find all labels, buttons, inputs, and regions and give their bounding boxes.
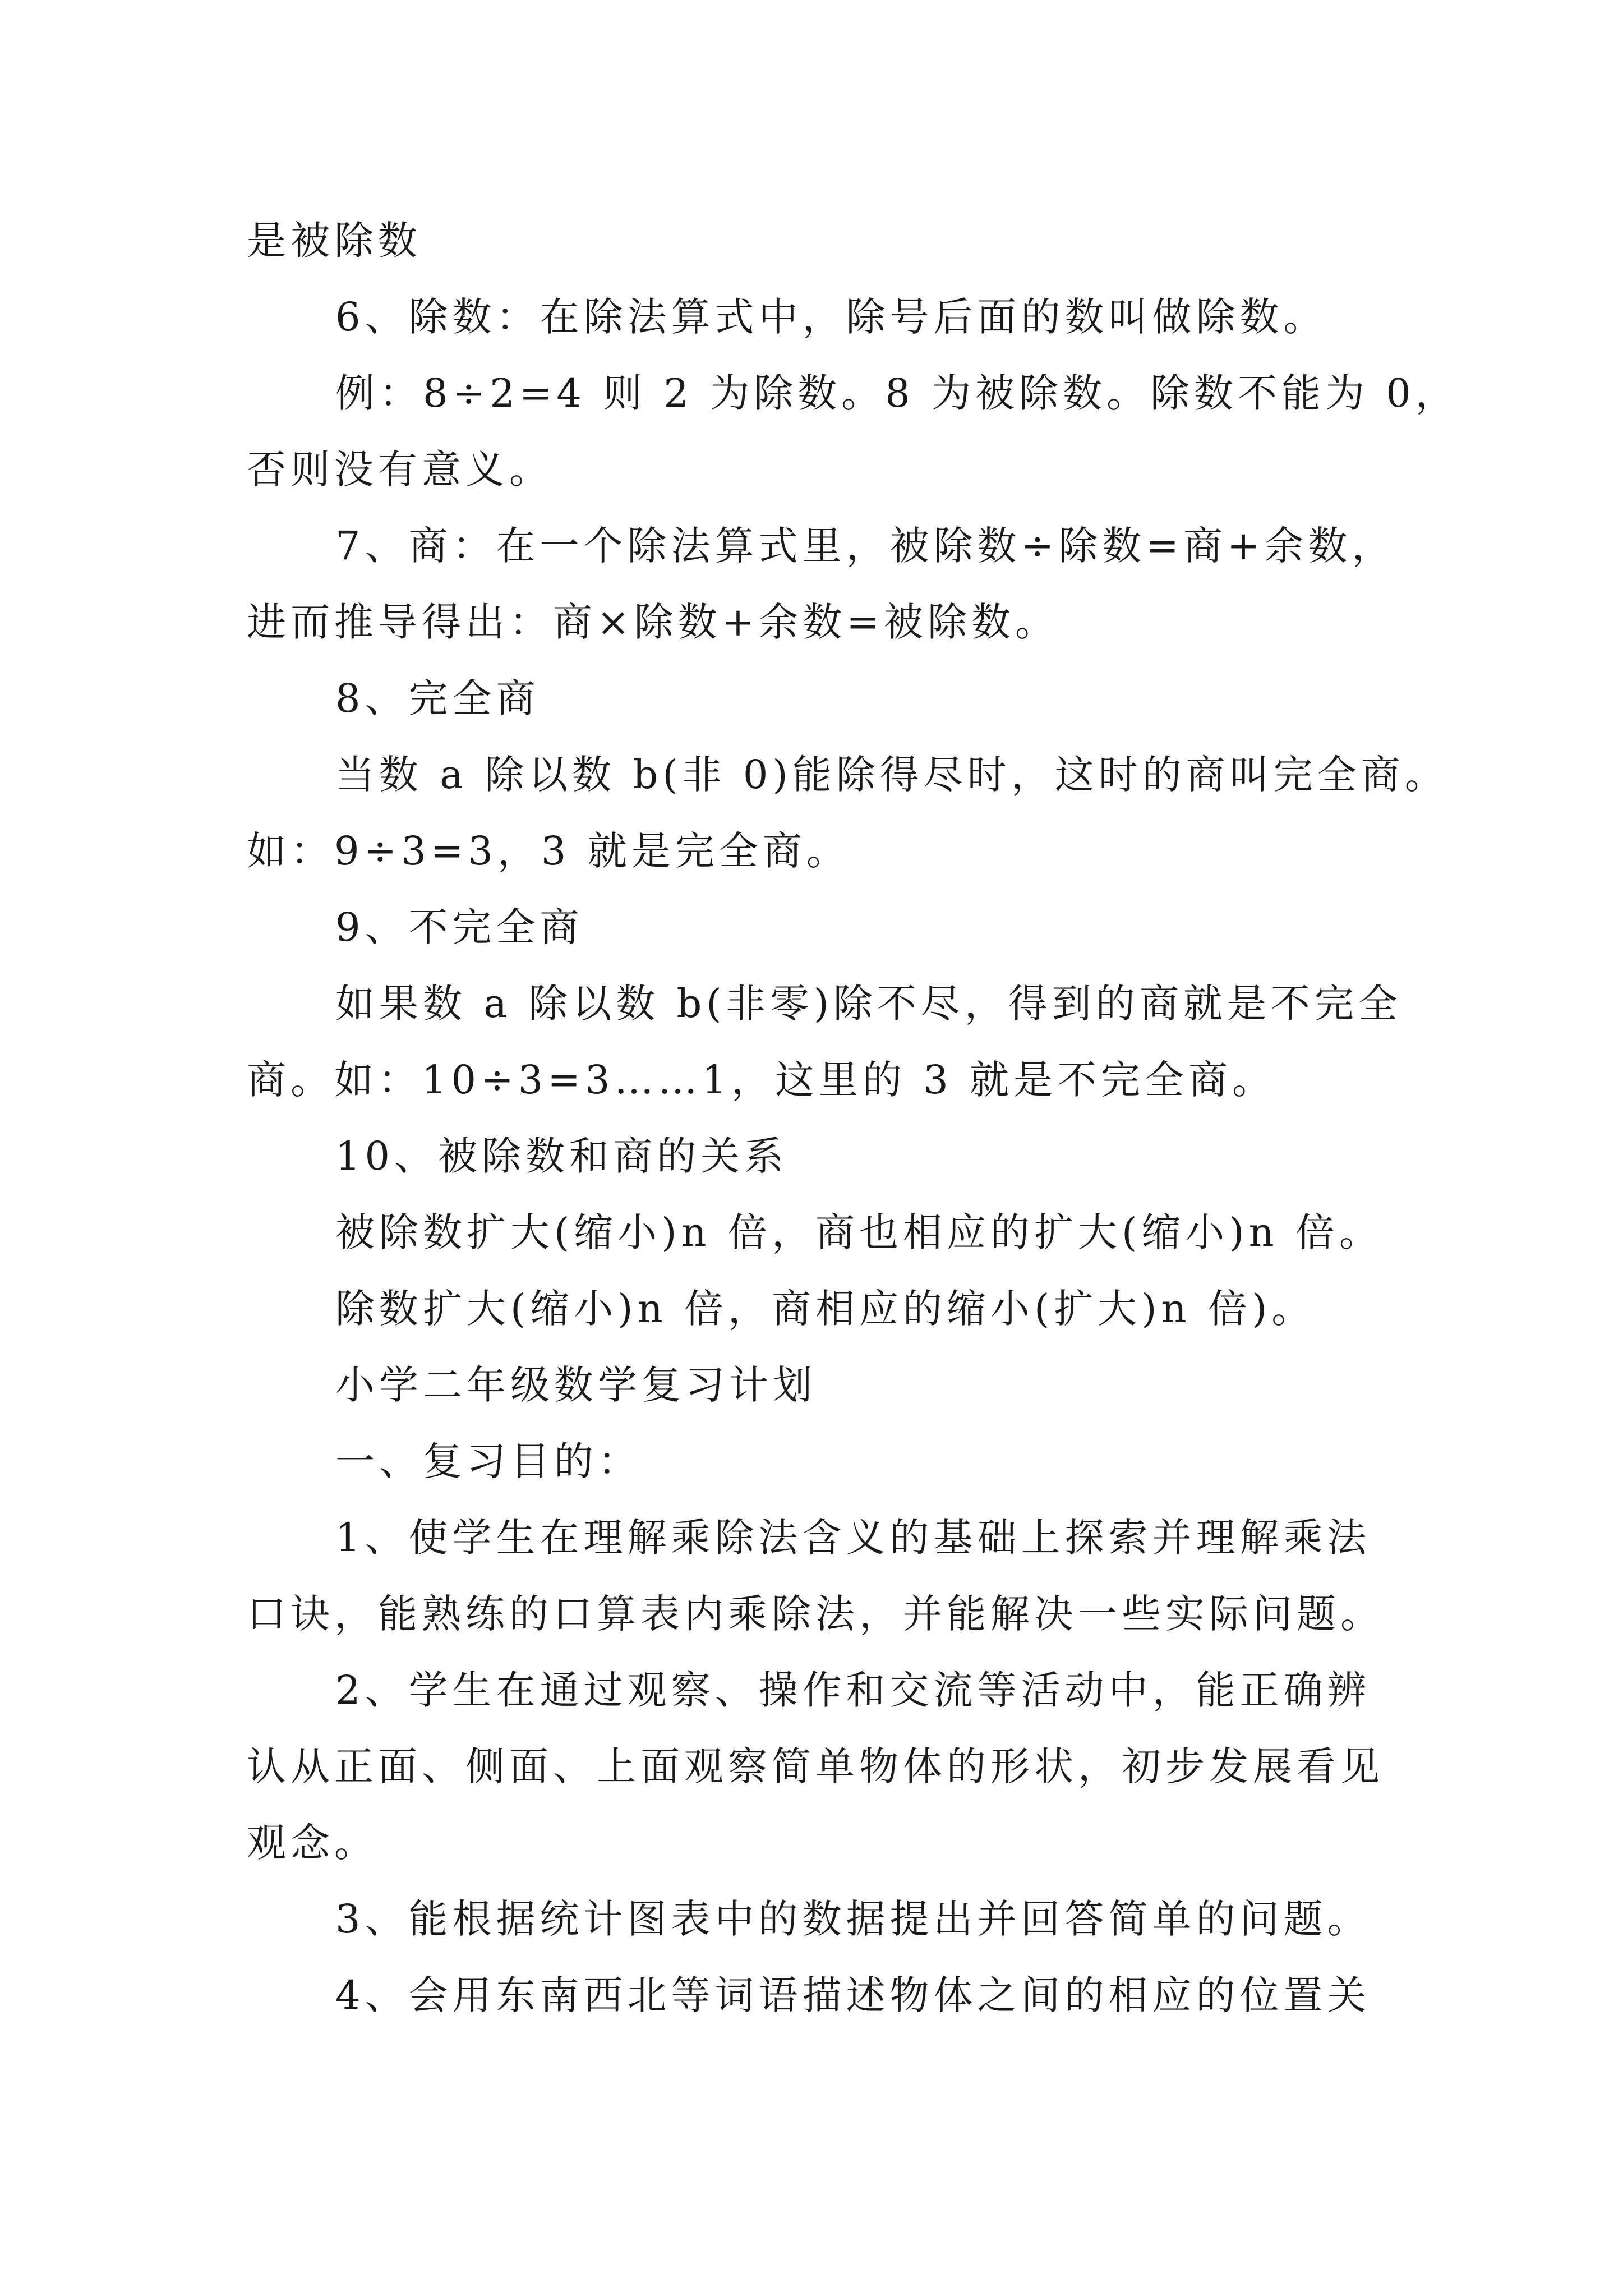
text-line: 是被除数: [247, 218, 422, 264]
text-line: 例：8÷2=4 则 2 为除数。8 为被除数。除数不能为 0，: [335, 370, 1459, 416]
text-line: 4、会用东南西北等词语描述物体之间的相应的位置关: [335, 1972, 1371, 2018]
text-line: 被除数扩大(缩小)n 倍，商也相应的扩大(缩小)n 倍。: [335, 1209, 1383, 1255]
text-line: 如果数 a 除以数 b(非零)除不尽，得到的商就是不完全: [335, 981, 1402, 1027]
section-heading: 10、被除数和商的关系: [335, 1133, 789, 1179]
section-heading: 8、完全商: [335, 675, 540, 721]
text-line: 商。如：10÷3=3……1，这里的 3 就是不完全商。: [247, 1057, 1276, 1103]
text-line: 进而推导得出：商×除数+余数=被除数。: [247, 599, 1059, 645]
document-title: 小学二年级数学复习计划: [335, 1362, 817, 1408]
text-line: 如：9÷3=3，3 就是完全商。: [247, 828, 850, 874]
text-line: 2、学生在通过观察、操作和交流等活动中，能正确辨: [335, 1667, 1371, 1713]
text-line: 6、除数：在除法算式中，除号后面的数叫做除数。: [335, 294, 1327, 340]
text-line: 口诀，能熟练的口算表内乘除法，并能解决一些实际问题。: [247, 1591, 1384, 1637]
text-line: 3、能根据统计图表中的数据提出并回答简单的问题。: [335, 1896, 1371, 1942]
text-line: 认从正面、侧面、上面观察简单物体的形状，初步发展看见: [247, 1743, 1384, 1789]
text-line: 7、商：在一个除法算式里，被除数÷除数=商+余数，: [335, 523, 1396, 569]
section-heading: 9、不完全商: [335, 904, 584, 950]
section-heading: 一、复习目的：: [335, 1438, 642, 1484]
text-line: 观念。: [247, 1820, 378, 1866]
text-line: 除数扩大(缩小)n 倍，商相应的缩小(扩大)n 倍)。: [335, 1286, 1316, 1332]
text-line: 否则没有意义。: [247, 447, 553, 493]
text-line: 1、使学生在理解乘除法含义的基础上探索并理解乘法: [335, 1515, 1371, 1561]
text-line: 当数 a 除以数 b(非 0)能除得尽时，这时的商叫完全商。: [335, 752, 1449, 798]
